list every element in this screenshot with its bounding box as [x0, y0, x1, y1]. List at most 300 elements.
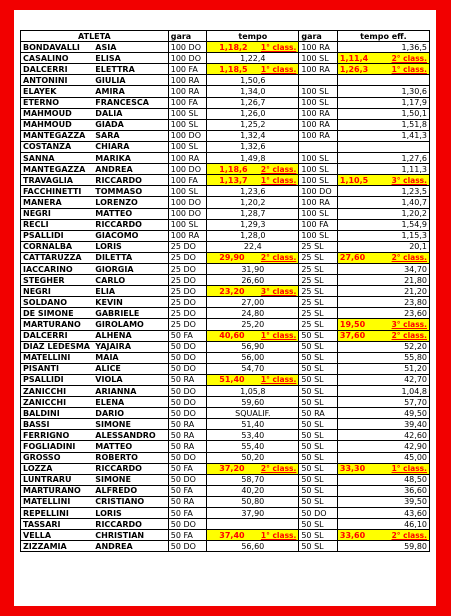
event-2 [299, 75, 338, 86]
event-2: 100 SL [299, 230, 338, 241]
header-tempo-eff: tempo eff. [337, 31, 429, 42]
athlete-first-name: GIROLAMO [93, 319, 168, 330]
time-1-value: 26,60 [241, 275, 265, 285]
event-2: 100 RA [299, 197, 338, 208]
table-row [21, 97, 430, 108]
time-1 [207, 530, 299, 541]
time-1-value: 31,90 [241, 264, 265, 274]
time-2 [337, 341, 429, 352]
classification-badge: 2° class. [260, 464, 297, 474]
athlete-name: DE SIMONE [21, 308, 94, 319]
event-2 [299, 141, 338, 152]
event-1: 50 DO [168, 386, 207, 397]
time-1-value: 1,18,2 [219, 42, 248, 52]
time-2-value: 55,80 [404, 353, 427, 363]
time-2 [337, 53, 429, 64]
time-1 [207, 352, 299, 363]
classification-badge: 3° class. [391, 319, 427, 329]
event-1: 50 RA [168, 441, 207, 452]
time-1-value: 1,28,0 [240, 231, 266, 241]
time-1-value: 37,90 [241, 508, 265, 518]
time-1 [207, 541, 299, 552]
time-1-value: 1,26,7 [240, 98, 266, 108]
time-1-value: 1,26,0 [240, 109, 266, 119]
time-1-value: 24,80 [241, 308, 265, 318]
event-2: 50 SL [299, 430, 338, 441]
time-1-value: 54,70 [241, 364, 265, 374]
athlete-name: IACCARINO [21, 263, 94, 274]
time-1 [207, 474, 299, 485]
athlete-name: MARTURANO [21, 485, 94, 496]
athlete-first-name: ALICE [93, 363, 168, 374]
table-row [21, 297, 430, 308]
event-2: 50 SL [299, 330, 338, 341]
event-2: 100 FA [299, 219, 338, 230]
athlete-name: FACCHINETTI [21, 186, 94, 197]
event-2: 25 SL [299, 319, 338, 330]
time-1 [207, 130, 299, 141]
event-1: 100 SL [168, 119, 207, 130]
time-1-value: 1,28,7 [240, 209, 266, 219]
athlete-first-name: VIOLA [93, 374, 168, 385]
athlete-name: ETERNO [21, 97, 94, 108]
event-2: 50 SL [299, 441, 338, 452]
time-2-value: 1,23,5 [401, 186, 427, 196]
athlete-name: NEGRI [21, 208, 94, 219]
classification-badge: 2° class. [391, 331, 427, 341]
time-1 [207, 263, 299, 274]
time-2 [337, 263, 429, 274]
event-2: 50 SL [299, 452, 338, 463]
results-table [20, 30, 430, 552]
table-row [21, 496, 430, 507]
time-2-value: 1,10,5 [339, 175, 369, 185]
athlete-first-name: GIULIA [93, 75, 168, 86]
time-1 [207, 441, 299, 452]
time-1-value: 1,13,7 [219, 175, 248, 185]
athlete-name: MATELLINI [21, 352, 94, 363]
time-1 [207, 430, 299, 441]
classification-badge: 1° class. [391, 64, 427, 74]
athlete-name: LOZZA [21, 463, 94, 474]
time-1 [207, 374, 299, 385]
time-2-value: 48,50 [404, 475, 427, 485]
classification-badge: 1° class. [260, 530, 297, 540]
time-1-value: 59,60 [241, 397, 265, 407]
classification-badge: 1° class. [260, 64, 297, 74]
athlete-name: BALDINI [21, 408, 94, 419]
table-row [21, 53, 430, 64]
table-row [21, 319, 430, 330]
athlete-first-name: ELENA [93, 397, 168, 408]
time-1 [207, 241, 299, 252]
event-2: 100 DO [299, 186, 338, 197]
event-1: 50 FA [168, 508, 207, 519]
time-1 [207, 75, 299, 86]
time-2 [337, 519, 429, 530]
event-2: 50 SL [299, 397, 338, 408]
time-2-value: 39,40 [404, 419, 427, 429]
time-1-value: 27,00 [241, 297, 265, 307]
classification-badge: 2° class. [391, 253, 427, 263]
table-row [21, 463, 430, 474]
time-2-value: 36,60 [404, 486, 427, 496]
athlete-first-name: ELIA [93, 286, 168, 297]
table-row [21, 241, 430, 252]
event-2: 25 SL [299, 308, 338, 319]
time-2 [337, 441, 429, 452]
time-2 [337, 97, 429, 108]
time-2-value: 1,40,7 [401, 197, 427, 207]
event-2: 100 SL [299, 97, 338, 108]
event-2: 50 SL [299, 474, 338, 485]
athlete-name: ANTONINI [21, 75, 94, 86]
athlete-first-name: RICCARDO [93, 175, 168, 186]
time-1-value: 40,20 [241, 486, 265, 496]
athlete-first-name: SARA [93, 130, 168, 141]
time-1 [207, 97, 299, 108]
time-2-value: 49,50 [404, 408, 427, 418]
time-1-value: 40,60 [219, 331, 245, 341]
table-row [21, 341, 430, 352]
time-2-value: 34,70 [404, 264, 427, 274]
time-2 [337, 397, 429, 408]
time-1-value: 56,00 [241, 353, 265, 363]
time-1-value: 55,40 [241, 442, 265, 452]
time-1 [207, 275, 299, 286]
time-1 [207, 485, 299, 496]
athlete-first-name: DALIA [93, 108, 168, 119]
time-1 [207, 219, 299, 230]
event-2: 50 SL [299, 374, 338, 385]
event-1: 50 DO [168, 408, 207, 419]
athlete-first-name: TOMMASO [93, 186, 168, 197]
table-row [21, 474, 430, 485]
athlete-first-name: DILETTA [93, 252, 168, 263]
time-1 [207, 119, 299, 130]
time-2-value: 46,10 [404, 519, 427, 529]
event-2: 25 SL [299, 263, 338, 274]
time-1 [207, 386, 299, 397]
time-1 [207, 419, 299, 430]
event-1: 50 FA [168, 330, 207, 341]
classification-badge: 2° class. [391, 53, 427, 63]
event-2: 25 SL [299, 275, 338, 286]
athlete-name: COSTANZA [21, 141, 94, 152]
time-1-value: 1,22,4 [240, 53, 266, 63]
table-row [21, 386, 430, 397]
classification-badge: 3° class. [260, 286, 297, 296]
time-2 [337, 219, 429, 230]
time-2 [337, 208, 429, 219]
athlete-name: MAHMOUD [21, 108, 94, 119]
table-row [21, 186, 430, 197]
time-2 [337, 86, 429, 97]
time-2-value: 59,80 [404, 541, 427, 551]
time-1 [207, 496, 299, 507]
athlete-name: ZANICCHI [21, 397, 94, 408]
athlete-first-name: LORENZO [93, 197, 168, 208]
time-1 [207, 108, 299, 119]
event-1: 25 DO [168, 286, 207, 297]
time-2 [337, 186, 429, 197]
athlete-name: BONDAVALLI [21, 42, 94, 53]
time-1 [207, 508, 299, 519]
event-2: 50 SL [299, 341, 338, 352]
classification-badge: 1° class. [391, 464, 427, 474]
header-atleta: ATLETA [21, 31, 169, 42]
event-1: 50 FA [168, 485, 207, 496]
time-2 [337, 408, 429, 419]
event-1: 50 DO [168, 341, 207, 352]
header-tempo: tempo [207, 31, 299, 42]
time-1-value: 1,23,6 [240, 186, 266, 196]
time-2 [337, 363, 429, 374]
time-2-value: 43,60 [404, 508, 427, 518]
table-row [21, 86, 430, 97]
athlete-name: MARTURANO [21, 319, 94, 330]
time-2-value: 42,70 [404, 375, 427, 385]
athlete-first-name: GIACOMO [93, 230, 168, 241]
event-2: 50 SL [299, 363, 338, 374]
time-1 [207, 175, 299, 186]
athlete-first-name: ELISA [93, 53, 168, 64]
time-1-value: 1,34,0 [240, 87, 266, 97]
header-row [21, 31, 430, 42]
time-2 [337, 430, 429, 441]
table-row [21, 219, 430, 230]
classification-badge: 1° class. [260, 175, 297, 185]
time-1-value: 1,20,2 [240, 197, 266, 207]
table-row [21, 541, 430, 552]
table-row [21, 452, 430, 463]
time-2-value: 1,11,3 [401, 164, 427, 174]
event-2: 25 SL [299, 297, 338, 308]
time-1 [207, 153, 299, 164]
time-1-value: 56,90 [241, 342, 265, 352]
time-2-value: 1,04,8 [401, 386, 427, 396]
event-1: 25 DO [168, 252, 207, 263]
time-2-value: 21,80 [404, 275, 427, 285]
time-1-value: 37,20 [219, 464, 245, 474]
athlete-name: TRAVAGLIA [21, 175, 94, 186]
time-2-value: 27,60 [339, 253, 366, 263]
athlete-first-name: LORIS [93, 508, 168, 519]
time-2 [337, 463, 429, 474]
time-1 [207, 308, 299, 319]
time-1 [207, 408, 299, 419]
table-row [21, 519, 430, 530]
time-1 [207, 463, 299, 474]
athlete-first-name: MATTEO [93, 208, 168, 219]
athlete-first-name: MATTEO [93, 441, 168, 452]
time-2 [337, 197, 429, 208]
athlete-first-name: DARIO [93, 408, 168, 419]
athlete-first-name: MARIKA [93, 153, 168, 164]
time-2 [337, 330, 429, 341]
table-row [21, 263, 430, 274]
time-2-value: 1,54,9 [401, 220, 427, 230]
time-2-value: 57,70 [404, 397, 427, 407]
classification-badge: 2° class. [260, 164, 297, 174]
time-1-value: 1,18,6 [219, 164, 248, 174]
time-1-value: 1,32,6 [240, 142, 266, 152]
athlete-name: DIAZ LEDESMA [21, 341, 94, 352]
event-2: 25 SL [299, 241, 338, 252]
time-1 [207, 197, 299, 208]
classification-badge: 2° class. [391, 530, 427, 540]
time-2-value: 20,1 [409, 242, 427, 252]
table-row [21, 397, 430, 408]
event-2: 100 RA [299, 108, 338, 119]
time-2-value: 1,11,4 [339, 53, 369, 63]
time-1-value: 50,20 [241, 453, 265, 463]
event-1: 25 DO [168, 308, 207, 319]
athlete-first-name: GABRIELE [93, 308, 168, 319]
time-2-value: 1,30,6 [401, 87, 427, 97]
time-1 [207, 208, 299, 219]
athlete-first-name: FRANCESCA [93, 97, 168, 108]
time-1-value: 58,70 [241, 475, 265, 485]
table-row [21, 352, 430, 363]
event-2: 100 SL [299, 208, 338, 219]
time-2 [337, 252, 429, 263]
classification-badge: 1° class. [260, 42, 297, 52]
athlete-name: PSALLIDI [21, 230, 94, 241]
time-1 [207, 186, 299, 197]
table-row [21, 42, 430, 53]
time-2 [337, 541, 429, 552]
event-2: 50 SL [299, 541, 338, 552]
event-2: 100 SL [299, 164, 338, 175]
event-1: 50 DO [168, 397, 207, 408]
event-1: 50 RA [168, 374, 207, 385]
time-2 [337, 42, 429, 53]
athlete-first-name: CHRISTIAN [93, 530, 168, 541]
table-row [21, 230, 430, 241]
athlete-name: TASSARI [21, 519, 94, 530]
time-1 [207, 286, 299, 297]
table-row [21, 64, 430, 75]
classification-badge: 3° class. [391, 175, 427, 185]
table-row [21, 330, 430, 341]
time-2-value: 1,15,3 [401, 231, 427, 241]
time-1-value: 51,40 [241, 419, 265, 429]
athlete-name: PSALLIDI [21, 374, 94, 385]
table-row [21, 275, 430, 286]
time-2-value: 1,17,9 [401, 98, 427, 108]
time-2-value: 39,50 [404, 497, 427, 507]
athlete-first-name: LORIS [93, 241, 168, 252]
athlete-first-name: CHIARA [93, 141, 168, 152]
time-1-value: 1,49,8 [240, 153, 266, 163]
athlete-first-name: ALFREDO [93, 485, 168, 496]
time-1 [207, 397, 299, 408]
table-row [21, 208, 430, 219]
time-1-value: 23,20 [219, 286, 245, 296]
athlete-name: VELLA [21, 530, 94, 541]
athlete-first-name: MAIA [93, 352, 168, 363]
athlete-name: GROSSO [21, 452, 94, 463]
time-1-value: 1,25,2 [240, 120, 266, 130]
athlete-first-name: GIADA [93, 119, 168, 130]
time-1-value: 22,4 [243, 242, 262, 252]
time-2-value: 51,20 [404, 364, 427, 374]
event-2: 100 RA [299, 119, 338, 130]
event-1: 50 DO [168, 474, 207, 485]
event-2: 50 SL [299, 352, 338, 363]
event-1: 50 DO [168, 519, 207, 530]
event-1: 100 FA [168, 64, 207, 75]
event-1: 100 DO [168, 208, 207, 219]
time-1-value: 1,05,8 [240, 386, 266, 396]
athlete-name: PISANTI [21, 363, 94, 374]
classification-badge: 1° class. [260, 375, 297, 385]
athlete-name: CATTARUZZA [21, 252, 94, 263]
time-2-value: 1,41,3 [401, 131, 427, 141]
time-1 [207, 341, 299, 352]
table-row [21, 252, 430, 263]
event-2: 100 SL [299, 175, 338, 186]
athlete-first-name: CRISTIANO [93, 496, 168, 507]
time-2 [337, 386, 429, 397]
time-2-value: 42,60 [404, 430, 427, 440]
event-2: 100 RA [299, 130, 338, 141]
table-row [21, 286, 430, 297]
event-2: 50 SL [299, 485, 338, 496]
event-2: 100 RA [299, 42, 338, 53]
table-row [21, 430, 430, 441]
event-1: 50 DO [168, 541, 207, 552]
athlete-first-name: RICCARDO [93, 519, 168, 530]
event-1: 100 SL [168, 141, 207, 152]
athlete-first-name: ELETTRA [93, 64, 168, 75]
time-2-value: 1,51,8 [401, 120, 427, 130]
time-2-value: 1,26,3 [339, 64, 369, 74]
event-1: 50 FA [168, 530, 207, 541]
athlete-first-name: SIMONE [93, 419, 168, 430]
time-1 [207, 141, 299, 152]
event-1: 100 FA [168, 97, 207, 108]
classification-badge: 1° class. [260, 331, 297, 341]
athlete-name: SANNA [21, 153, 94, 164]
time-1 [207, 86, 299, 97]
table-row [21, 419, 430, 430]
time-1-value: 51,40 [219, 375, 245, 385]
time-1-value: 56,60 [241, 541, 265, 551]
event-1: 100 RA [168, 86, 207, 97]
event-1: 25 DO [168, 297, 207, 308]
event-1: 50 RA [168, 496, 207, 507]
event-2: 100 RA [299, 64, 338, 75]
event-1: 25 DO [168, 241, 207, 252]
time-2-value: 45,00 [404, 453, 427, 463]
table-row [21, 485, 430, 496]
time-2-value: 19,50 [339, 319, 366, 329]
event-1: 100 RA [168, 230, 207, 241]
time-1-value: 1,32,4 [240, 131, 266, 141]
time-1-value: 1,50,6 [240, 75, 266, 85]
time-2 [337, 241, 429, 252]
time-1-value: 53,40 [241, 430, 265, 440]
time-2-value: 23,80 [404, 297, 427, 307]
time-2 [337, 175, 429, 186]
time-2 [337, 230, 429, 241]
athlete-first-name: RICCARDO [93, 219, 168, 230]
athlete-first-name: AMIRA [93, 86, 168, 97]
athlete-name: RECLI [21, 219, 94, 230]
athlete-name: MANTEGAZZA [21, 130, 94, 141]
